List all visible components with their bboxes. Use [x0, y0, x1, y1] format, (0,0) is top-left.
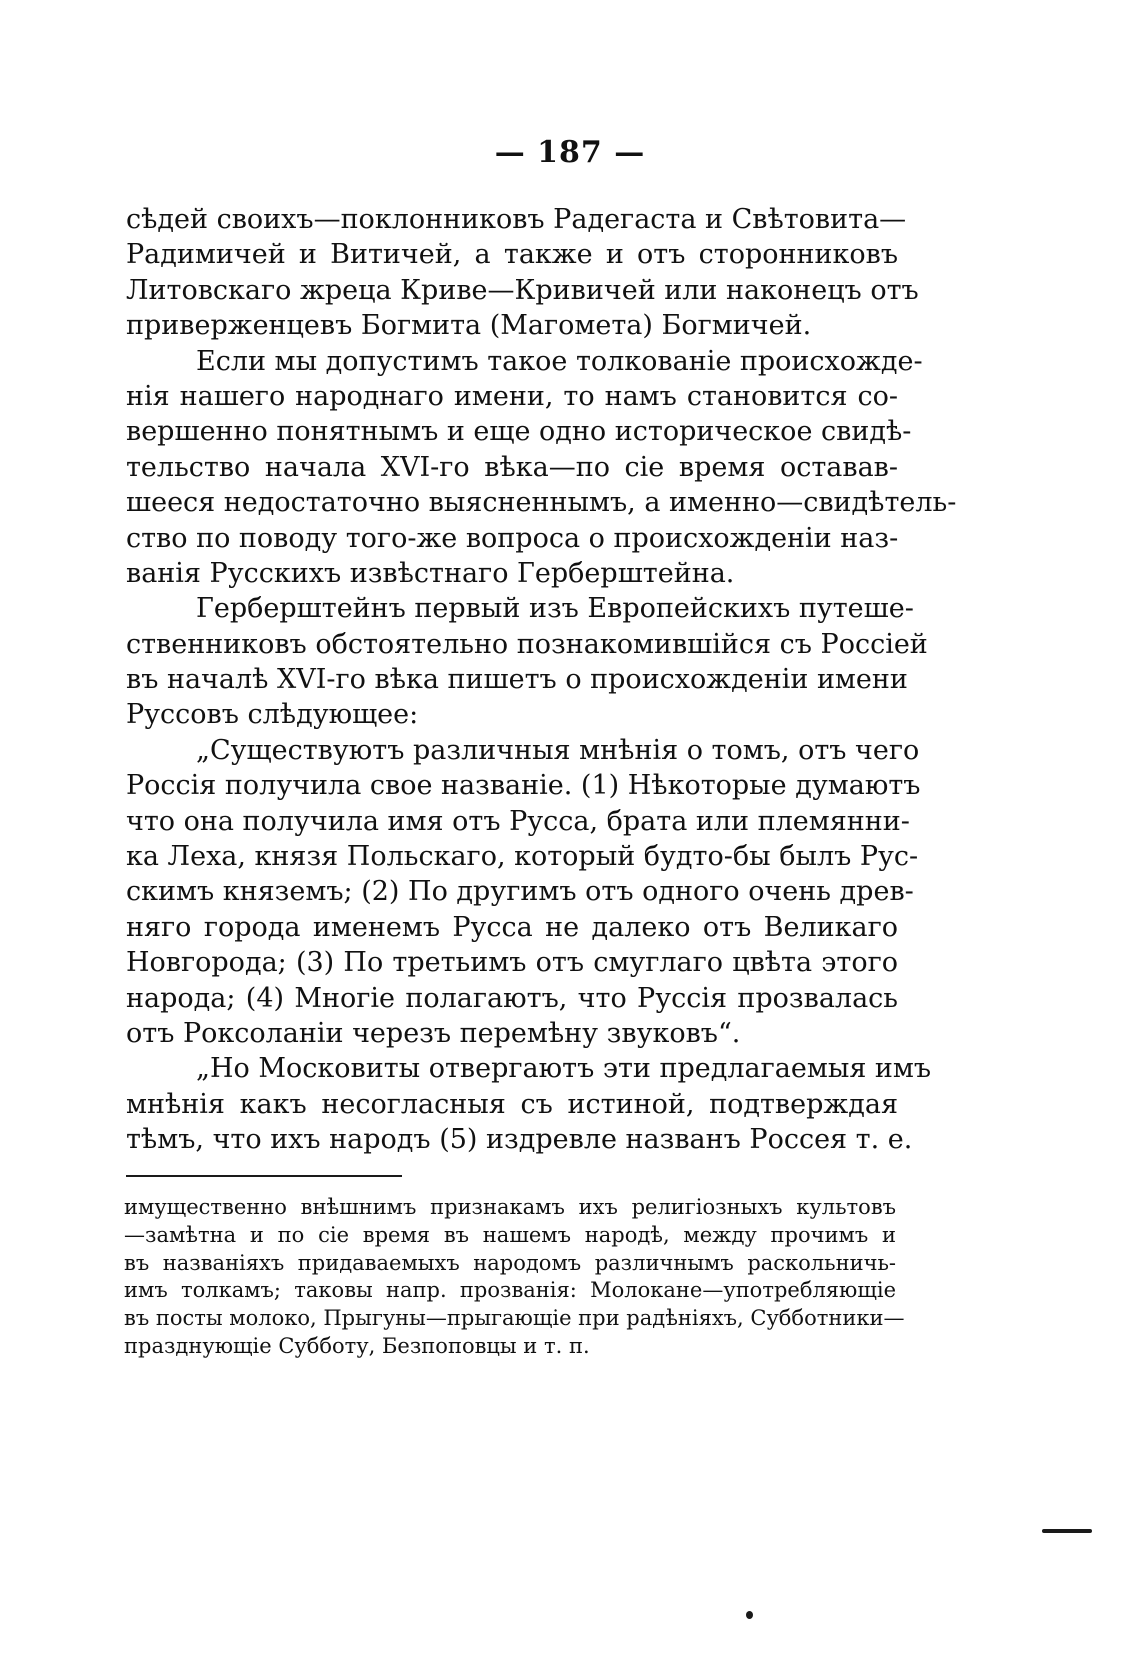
text-line: тѣмъ, что ихъ народъ (5) издревле названъ Россея т. е. — [126, 1124, 913, 1156]
text-line: Герберштейнъ первый изъ Европейскихъ путеше- — [196, 593, 914, 625]
footnote-line: въ посты молоко, Прыгуны—прыгающіе при радѣніяхъ, Субботники— — [124, 1306, 905, 1331]
footnote — [124, 1194, 905, 1361]
text-line: вершенно понятнымъ и еще одно историческое свидѣ- — [126, 416, 912, 448]
text-line: въ началѣ XVI-го вѣка пишетъ о происхожденіи имени — [126, 664, 908, 696]
footnote-divider — [126, 1175, 402, 1177]
main-text — [126, 202, 957, 1158]
margin-dash-mark — [1042, 1529, 1092, 1533]
text-line: Литовскаго жреца Криве—Кривичей или наконецъ отъ — [126, 274, 919, 306]
text-line: тельство начала XVI-го вѣка—по сіе время оставав- — [126, 451, 898, 483]
text-line: мнѣнія какъ несогласныя съ истиной, подтверждая — [126, 1088, 898, 1120]
footnote-line: празднующіе Субботу, Безпоповцы и т. п. — [124, 1333, 590, 1358]
text-line: ка Леха, князя Польскаго, который будто-бы былъ Рус- — [126, 841, 919, 873]
text-line: „Существуютъ различныя мнѣнія о томъ, отъ чего — [196, 734, 920, 766]
text-line: шееся недостаточно выясненнымъ, а именно—свидѣтель- — [126, 487, 957, 519]
footnote-line: въ названіяхъ придаваемыхъ народомъ различнымъ раскольничь- — [124, 1250, 896, 1275]
text-line: Россія получила свое названіе. (1) Нѣкоторые думаютъ — [126, 770, 921, 802]
footnote-line: —замѣтна и по сіе время въ нашемъ народѣ, между прочимъ и — [124, 1222, 896, 1247]
text-line: ственниковъ обстоятельно познакомившійся съ Россіей — [126, 628, 928, 660]
text-line: Новгорода; (3) По третьимъ отъ смуглаго цвѣта этого — [126, 947, 898, 979]
footnote-line: имущественно внѣшнимъ признакамъ ихъ религіозныхъ культовъ — [124, 1195, 896, 1219]
text-line: ство по поводу того-же вопроса о происхожденіи наз- — [126, 522, 899, 554]
text-line: приверженцевъ Богмита (Магомета) Богмичей. — [126, 310, 812, 342]
text-line: Радимичей и Витичей, а также и отъ сторонниковъ — [126, 239, 898, 271]
footnote-line: имъ толкамъ; таковы напр. прозванія: Молокане—употребляющіе — [124, 1278, 896, 1303]
text-line: что она получила имя отъ Русса, брата или племянни- — [126, 805, 910, 837]
ink-dot-mark — [746, 1611, 753, 1619]
text-line: ванія Русскихъ извѣстнаго Герберштейна. — [126, 557, 735, 589]
page-number: — 187 — — [494, 135, 646, 170]
text-line: сѣдей своихъ—поклонниковъ Радегаста и Свѣтовита— — [126, 204, 907, 235]
text-line: нія нашего народнаго имени, то намъ становится со- — [126, 380, 898, 412]
text-line: Если мы допустимъ такое толкованіе происхожде- — [196, 345, 923, 377]
text-line: отъ Роксоланіи черезъ перемѣну звуковъ“. — [126, 1017, 741, 1049]
text-line: Руссовъ слѣдующее: — [126, 699, 419, 731]
text-line: скимъ княземъ; (2) По другимъ отъ одного очень древ- — [126, 876, 914, 908]
text-line: няго города именемъ Русса не далеко отъ Великаго — [126, 911, 898, 943]
text-line: „Но Московиты отвергаютъ эти предлагаемыя имъ — [196, 1053, 932, 1085]
text-line: народа; (4) Многіе полагаютъ, что Руссія прозвалась — [126, 982, 898, 1014]
